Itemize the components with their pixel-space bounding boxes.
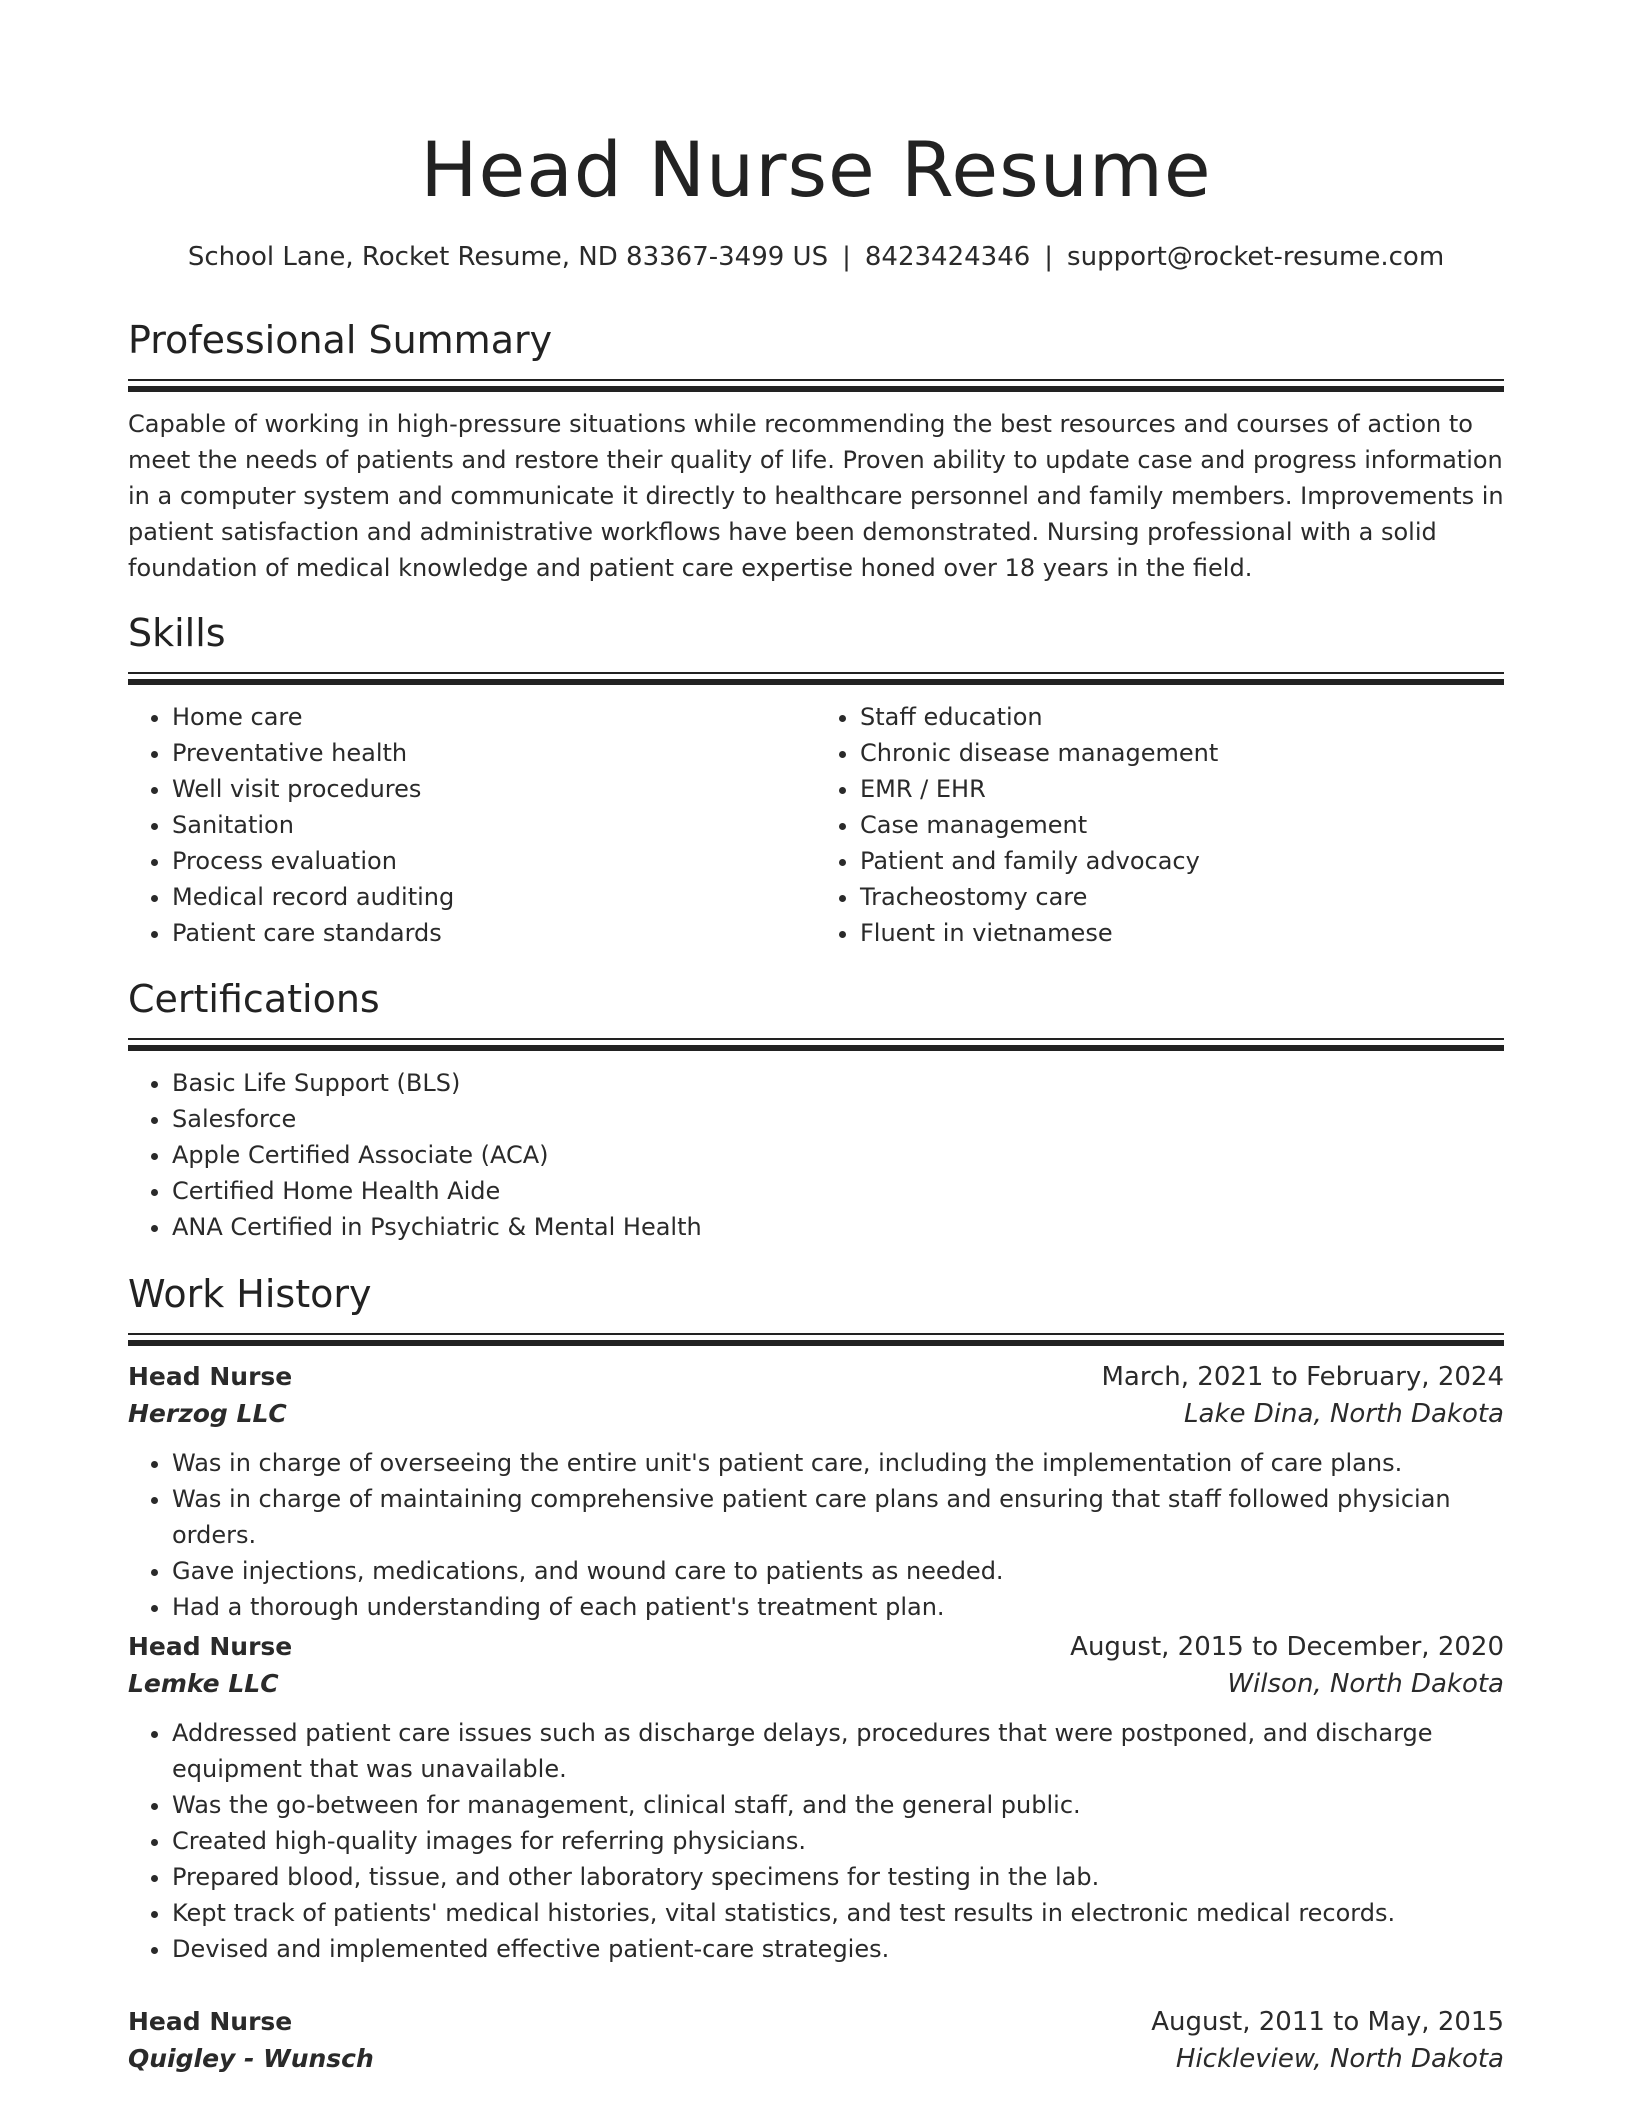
list-item: • Medical record auditing — [172, 879, 816, 915]
list-item: • Salesforce — [172, 1101, 1504, 1137]
list-item: • Gave injections, medications, and wound care to patients as needed. — [172, 1553, 1504, 1589]
list-item: • Fluent in vietnamese — [860, 915, 1504, 951]
job-entry — [128, 1629, 1504, 1967]
list-item: • Created high-quality images for referring physicians. — [172, 1823, 1504, 1859]
job-subheader — [128, 1395, 1504, 1433]
section-title-summary: Professional Summary — [128, 318, 553, 362]
job-dates: August, 2011 to May, 2015 — [1151, 2007, 1504, 2037]
job-header — [128, 1359, 1504, 1395]
contact-email[interactable]: support@rocket-resume.com — [1067, 242, 1445, 272]
skills-list-left — [128, 699, 816, 951]
list-item: • Sanitation — [172, 807, 816, 843]
section-divider-thick — [128, 386, 1504, 392]
job-title: Head Nurse — [128, 2007, 293, 2036]
work-history-section — [128, 1269, 1504, 1346]
section-title-work-history: Work History — [128, 1272, 372, 1316]
list-item: • EMR / EHR — [860, 771, 1504, 807]
list-item: • Case management — [860, 807, 1504, 843]
summary-section — [128, 315, 1504, 586]
list-item: • Tracheostomy care — [860, 879, 1504, 915]
section-title-skills: Skills — [128, 611, 226, 655]
list-item: • Had a thorough understanding of each patient's treatment plan. — [172, 1589, 1504, 1625]
list-item: • Preventative health — [172, 735, 816, 771]
skills-columns — [128, 699, 1504, 951]
list-item: • Was the go-between for management, clinical staff, and the general public. — [172, 1787, 1504, 1823]
job-location: Wilson, North Dakota — [1227, 1669, 1504, 1699]
job-subheader — [128, 1665, 1504, 1703]
contact-line — [128, 239, 1504, 275]
job-title: Head Nurse — [128, 1362, 293, 1391]
list-item: • Process evaluation — [172, 843, 816, 879]
job-company: Quigley - Wunsch — [128, 2044, 374, 2073]
list-item: • Well visit procedures — [172, 771, 816, 807]
section-divider-thick — [128, 679, 1504, 685]
job-location: Lake Dina, North Dakota — [1184, 1399, 1504, 1429]
list-item: • Patient and family advocacy — [860, 843, 1504, 879]
resume-title: Head Nurse Resume — [420, 125, 1212, 214]
job-title: Head Nurse — [128, 1632, 293, 1661]
job-header — [128, 1629, 1504, 1665]
list-item: • Patient care standards — [172, 915, 816, 951]
job-company: Herzog LLC — [128, 1399, 287, 1428]
contact-address: School Lane, Rocket Resume, ND 83367-3499 US — [187, 242, 829, 272]
contact-separator: | — [842, 242, 851, 272]
skills-section — [128, 608, 1504, 951]
list-item: • ANA Certified in Psychiatric & Mental Health — [172, 1209, 1504, 1245]
list-item: • Home care — [172, 699, 816, 735]
list-item: • Chronic disease management — [860, 735, 1504, 771]
job-dates: August, 2015 to December, 2020 — [1070, 1632, 1504, 1662]
job-duties-list — [128, 1715, 1504, 1967]
job-header — [128, 2004, 1504, 2040]
section-divider — [128, 672, 1504, 674]
section-divider-thick — [128, 1340, 1504, 1346]
section-divider-thick — [128, 1045, 1504, 1051]
section-title-certifications: Certifications — [128, 977, 380, 1021]
contact-separator: | — [1044, 242, 1054, 272]
skills-list-right — [816, 699, 1504, 951]
section-divider — [128, 1333, 1504, 1335]
job-company: Lemke LLC — [128, 1669, 279, 1698]
list-item: • Addressed patient care issues such as discharge delays, procedures that were postponed, and discharge equipment that was unavailable. — [172, 1715, 1504, 1787]
summary-text: Capable of working in high-pressure situations while recommending the best resources and courses of action to meet the needs of patients and restore their quality of life. Proven ability to update case and progress information in a computer system and communicate it directly to healthcare personnel and family members. Improvements in patient satisfaction and administrative workflows have been demonstrated. Nursing professional with a solid foundation of medical knowledge and patient care expertise honed over 18 years in the field. — [128, 410, 1504, 582]
list-item: • Devised and implemented effective patient-care strategies. — [172, 1931, 1504, 1967]
job-entry — [128, 1359, 1504, 1625]
job-entry — [128, 2004, 1504, 2078]
job-subheader — [128, 2040, 1504, 2078]
section-divider — [128, 379, 1504, 381]
certifications-section — [128, 974, 1504, 1245]
job-duties-list — [128, 1445, 1504, 1625]
job-location: Hickleview, North Dakota — [1175, 2044, 1504, 2074]
certifications-list — [128, 1065, 1504, 1245]
list-item: • Staff education — [860, 699, 1504, 735]
list-item: • Certified Home Health Aide — [172, 1173, 1504, 1209]
list-item: • Prepared blood, tissue, and other laboratory specimens for testing in the lab. — [172, 1859, 1504, 1895]
list-item: • Basic Life Support (BLS) — [172, 1065, 1504, 1101]
list-item: • Was in charge of overseeing the entire unit's patient care, including the implementation of care plans. — [172, 1445, 1504, 1481]
list-item: • Was in charge of maintaining comprehensive patient care plans and ensuring that staff followed physician orders. — [172, 1481, 1504, 1553]
list-item: • Kept track of patients' medical histories, vital statistics, and test results in electronic medical records. — [172, 1895, 1504, 1931]
contact-phone: 8423424346 — [864, 242, 1031, 272]
list-item: • Apple Certified Associate (ACA) — [172, 1137, 1504, 1173]
section-divider — [128, 1038, 1504, 1040]
job-dates: March, 2021 to February, 2024 — [1101, 1362, 1504, 1392]
